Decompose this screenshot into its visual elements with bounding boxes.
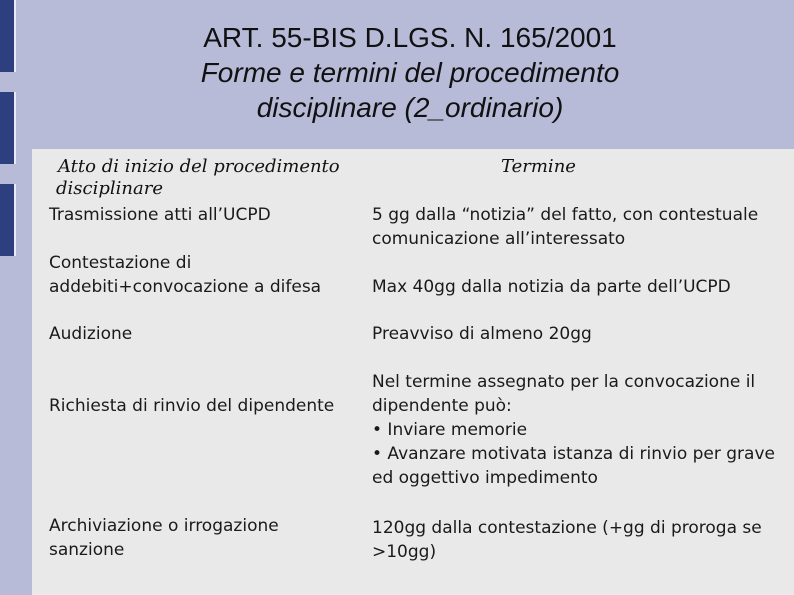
cell-text: 5 gg dalla “notizia” del fatto, con contestuale — [372, 205, 759, 225]
table-row-right — [372, 516, 762, 564]
cell-text: Trasmissione atti all’UCPD — [49, 205, 271, 225]
cell-text: Nel termine assegnato per la convocazione il — [372, 372, 756, 392]
table-row-left — [49, 322, 132, 346]
header-atto-line-2: disciplinare — [56, 178, 163, 199]
cell-text: Max 40gg dalla notizia da parte dell’UCPD — [372, 277, 731, 297]
cell-text: Archiviazione o irrogazione — [49, 516, 279, 536]
cell-text: comunicazione all’interessato — [372, 229, 626, 249]
table-row-right — [372, 322, 592, 346]
cell-text: • Avanzare motivata istanza di rinvio per grave — [372, 444, 775, 464]
table-row-left — [49, 514, 279, 562]
cell-text: Contestazione di — [49, 253, 192, 273]
cell-text: >10gg) — [372, 542, 437, 562]
slide-title — [30, 20, 790, 125]
decorative-bar — [0, 184, 16, 256]
cell-text: 120gg dalla contestazione (+gg di proroga se — [372, 518, 762, 538]
header-atto — [58, 156, 340, 200]
cell-text: Richiesta di rinvio del dipendente — [49, 396, 335, 416]
header-atto-line-1: Atto di inizio del procedimento — [58, 156, 340, 177]
cell-text: ed oggettivo impedimento — [372, 468, 598, 488]
table-row-left — [49, 251, 321, 299]
table-row-left — [49, 394, 334, 418]
header-termine: Termine — [501, 156, 576, 177]
decorative-bar — [0, 92, 16, 164]
cell-text: Audizione — [49, 324, 133, 344]
table-row-left — [49, 203, 271, 227]
title-line-2: Forme e termini del procedimento — [200, 57, 620, 88]
title-line-3: disciplinare (2_ordinario) — [256, 92, 564, 123]
title-line-1: ART. 55-BIS D.LGS. N. 165/2001 — [203, 22, 617, 53]
cell-text: • Inviare memorie — [372, 420, 528, 440]
table-row-right — [372, 275, 731, 299]
table-row-right — [372, 203, 758, 251]
decorative-bar — [0, 0, 16, 72]
cell-text: addebiti+convocazione a difesa — [49, 277, 322, 297]
cell-text: Preavviso di almeno 20gg — [372, 324, 592, 344]
table-row-right — [372, 370, 775, 490]
cell-text: sanzione — [49, 540, 125, 560]
cell-text: dipendente può: — [372, 396, 512, 416]
